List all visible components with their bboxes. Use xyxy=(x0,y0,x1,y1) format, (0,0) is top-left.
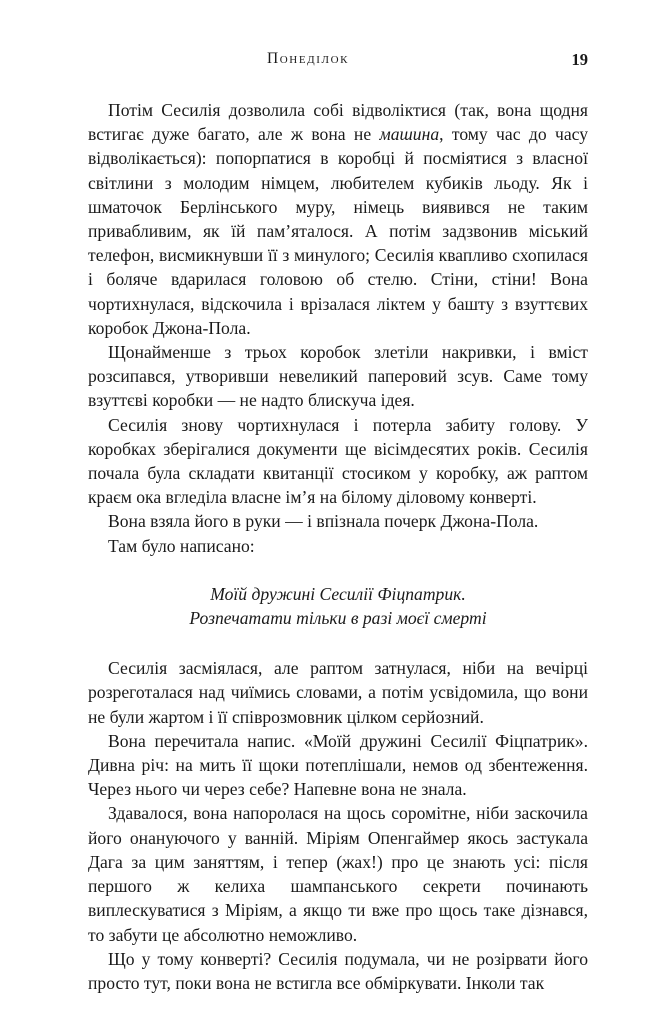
paragraph: Що у тому конверті? Сесилія подумала, чи не розірвати його просто тут, поки вона не встигла все обміркувати. Інколи так xyxy=(88,948,588,993)
paragraph: Потім Сесилія дозволила собі відволіктися (так, вона щодня встигає дуже багато, але ж вона не машина, тому час до часу відволікається): попорпатися в коробці й посміятися з власної світлини з молодим німцем, любителем кубиків льоду. Як і шматочок Берлінського муру, німець виявився не таким привабливим, як їй пам’яталося. А потім задзвонив міський телефон, висмикнувши її з минулого; Сесилія квапливо схопилася і боляче вдарилася головою об стелю. Стіни, стіни! Вона чортихнулася, відскочила і врізалася ліктем у башту з взуттєвих коробок Джона-Пола. xyxy=(88,100,588,338)
paragraph: Там було написано: xyxy=(108,535,255,556)
paragraph: Здавалося, вона напоролася на щось соромітне, ніби заскочила його онануючого у ванній. Міріям Опенгаймер якось застукала Дага за цим заняттям, і тепер (жах!) про це знають усі: після першого ж келиха шампанського секрети починають виплескуватися з Міріям, а якщо ти вже про щось таке дізнався, то забути це абсолютно неможливо. xyxy=(88,803,588,945)
running-title: Понеділок xyxy=(266,50,350,67)
paragraph: Вона перечитала напис. «Моїй дружині Сесилії Фіцпатрик». Дивна річ: на мить її щоки потеплішали, немов од збентеження. Через нього чи через себе? Напевне вона не знала. xyxy=(88,730,588,800)
page-number: 19 xyxy=(571,50,588,69)
inscription-line: Розпечатати тільки в разі моєї смерті xyxy=(189,608,487,629)
paragraph: Щонайменше з трьох коробок злетіли накривки, і вміст розсипався, утворивши невеликий паперовий зсув. Саме тому взуттєві коробки — не надто блискуча ідея. xyxy=(88,342,588,411)
running-head xyxy=(88,50,588,72)
body-text xyxy=(88,98,588,995)
paragraph: Сесилія засміялася, але раптом затнулася, ніби на вечірці розреготалася над чиїмись словами, а потім усвідомила, що вони не були жартом і її співрозмовник цілком серйозний. xyxy=(88,658,588,727)
paragraph: Сесилія знову чортихнулася і потерла забиту голову. У коробках зберігалися документи ще вісімдесятих років. Сесилія почала була складати квитанції стосиком у коробку, аж раптом краєм ока вгледіла власне ім’я на білому діловому конверті. xyxy=(88,414,588,508)
envelope-inscription xyxy=(88,582,588,630)
inscription-line: Моїй дружині Сесилії Фіцпатрик. xyxy=(210,583,466,604)
emphasis: машина xyxy=(379,124,440,145)
paragraph: Вона взяла його в руки — і впізнала почерк Джона-Пола. xyxy=(108,511,539,532)
